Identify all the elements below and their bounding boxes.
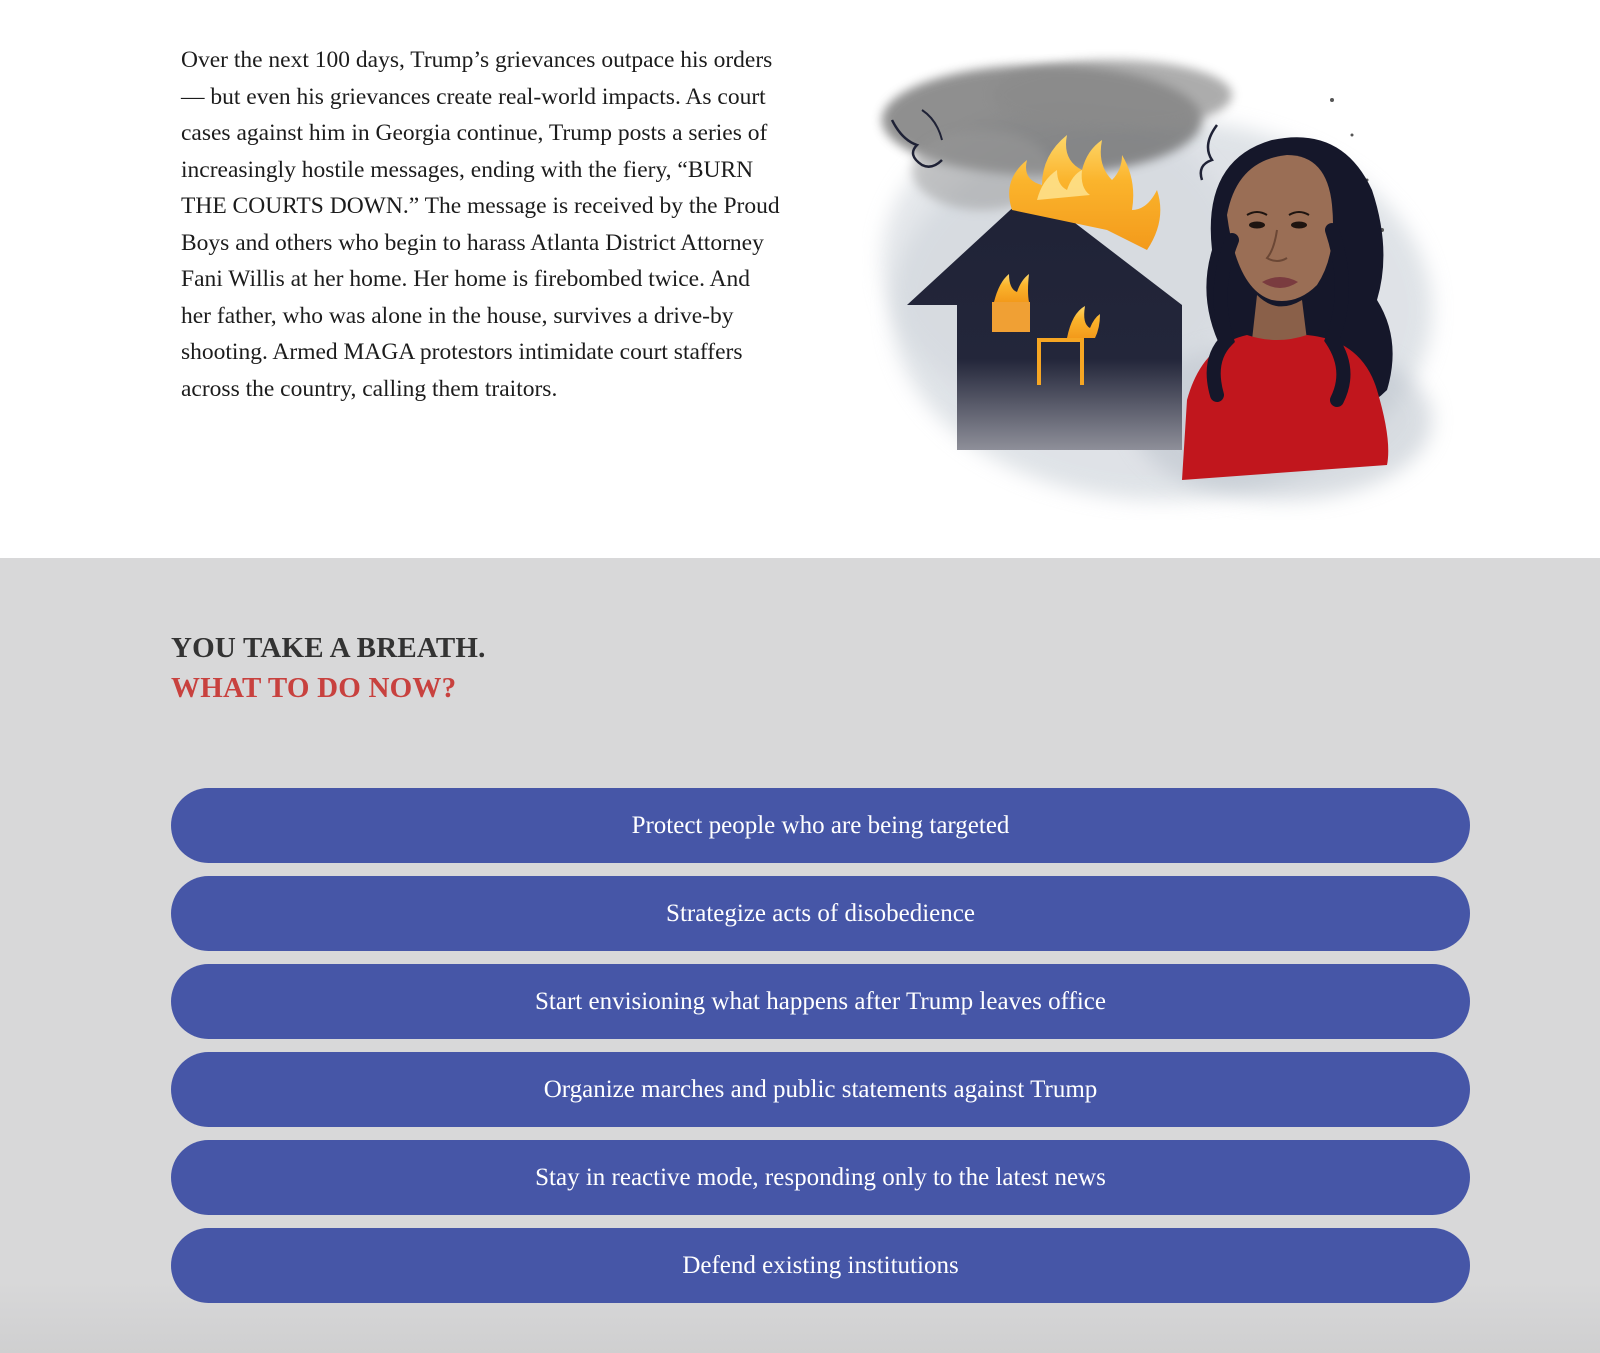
prompt-line-question: WHAT TO DO NOW?	[171, 672, 457, 704]
prompt-line-breath: YOU TAKE A BREATH.	[171, 632, 486, 664]
story-paragraph: Over the next 100 days, Trump’s grievances outpace his orders — but even his grievances create real-world impacts. As court cases against him in Georgia continue, Trump posts a series of increasingly hostile messages, ending with the fiery, “BURN THE COURTS DOWN.” The message is received by the Proud Boys and others who begin to harass Atlanta District Attorney Fani Willis at her home. Her home is firebombed twice. And her father, who was alone in the house, survives a drive-by shooting. Armed MAGA protestors intimidate court staffers across the country, calling them traitors.	[181, 47, 780, 402]
story-section	[0, 0, 1600, 558]
choice-organize-marches-button[interactable]: Organize marches and public statements against Trump	[171, 1052, 1470, 1127]
burning-house-illustration-icon	[862, 40, 1462, 520]
choice-reactive-mode-button[interactable]: Stay in reactive mode, responding only to the latest news	[171, 1140, 1470, 1215]
choice-protect-targeted-button[interactable]: Protect people who are being targeted	[171, 788, 1470, 863]
choice-defend-institutions-button[interactable]: Defend existing institutions	[171, 1228, 1470, 1303]
choice-list	[171, 788, 1470, 1316]
choice-envision-after-button[interactable]: Start envisioning what happens after Trump leaves office	[171, 964, 1470, 1039]
prompt-heading	[171, 628, 486, 708]
choice-section	[0, 558, 1600, 1353]
choice-disobedience-button[interactable]: Strategize acts of disobedience	[171, 876, 1470, 951]
